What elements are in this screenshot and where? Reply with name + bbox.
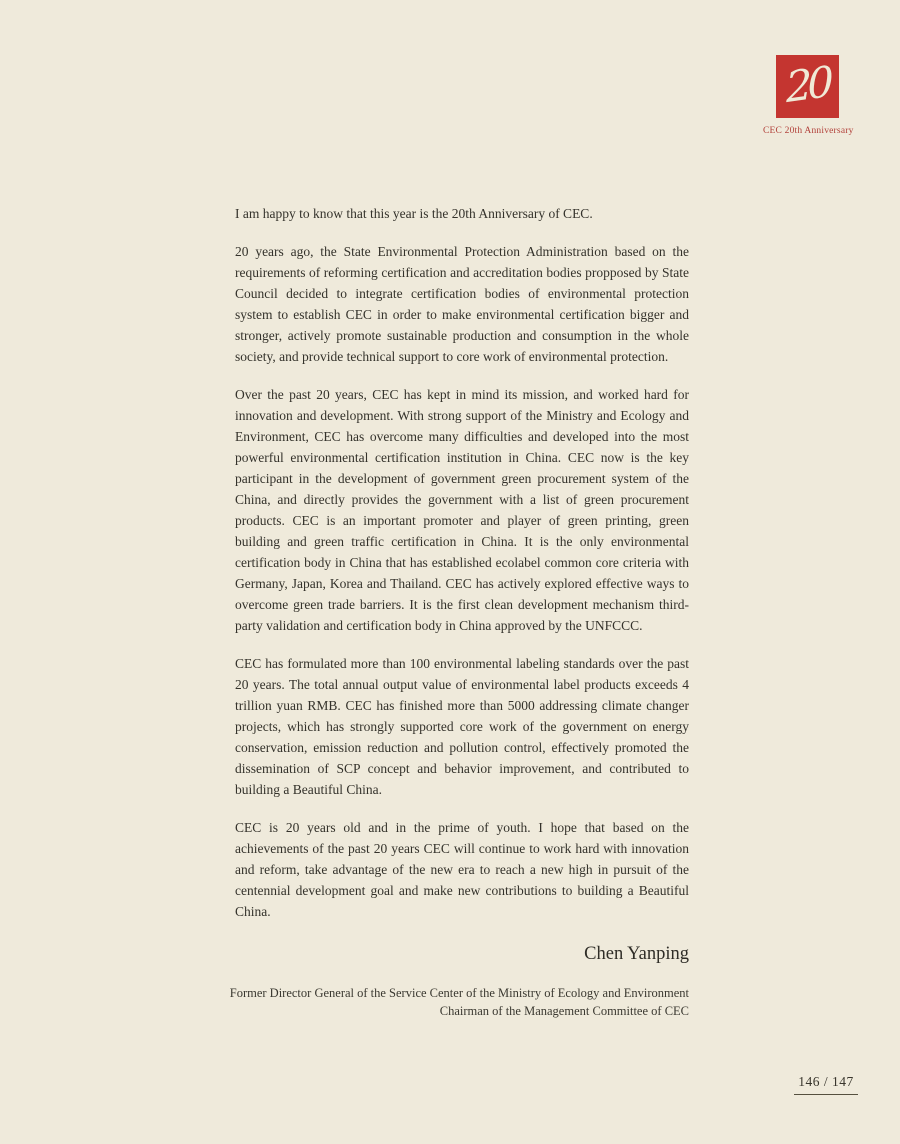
letter-paragraph-4: CEC has formulated more than 100 environmental labeling standards over the past 20 years. The total annual output value of environmental label products exceeds 4 trillion yuan RMB. CEC has finished more than 5000 addressing climate changer projects, which has strongly supported core work of the government on energy conservation, emission reduction and pollution control, effectively promoted the dissemination of SCP concept and behavior improvement, and contributed to building a Beautiful China. [235,656,689,797]
cec-anniversary-logo-block [763,55,854,136]
letter-body [235,203,689,922]
credential-line-2: Chairman of the Management Committee of CEC [439,1003,689,1018]
cec-20th-logo [776,55,839,118]
signature-name: Chen Yanping [584,944,689,964]
page-number-indicator: 146 / 147 [794,1074,858,1095]
credential-line-1: Former Director General of the Service Center of the Ministry of Ecology and Environment [229,986,689,1000]
letter-paragraph-2: 20 years ago, the State Environmental Protection Administration based on the requirements of reforming certification and accreditation bodies propposed by State Council decided to integrate certification bodies of environmental protection system to establish CEC in order to make environmental certification bigger and stronger, actively promote sustainable production and consumption in the whole society, and provide technical support to core work of environmental protection. [235,244,689,364]
letter-paragraph-3: Over the past 20 years, CEC has kept in mind its mission, and worked hard for innovation and development. With strong support of the Ministry and Ecology and Environment, CEC has overcome many difficulties and developed into the most powerful environmental certification institution in China. CEC now is the key participant in the development of government green procurement system of the China, and directly provides the government with a list of green procurement products. CEC is an important promoter and player of green printing, green building and green traffic certification in China. It is the only environmental certification body in China that has established ecolabel common core criteria with Germany, Japan, Korea and Thailand. CEC has actively explored effective ways to overcome green trade barriers. It is the first clean development mechanism third-party validation and certification body in China approved by the UNFCCC. [235,387,689,633]
letter-paragraph-5: CEC is 20 years old and in the prime of youth. I hope that based on the achievements of the past 20 years CEC will continue to work hard with innovation and reform, take advantage of the new era to reach a new high in pursuit of the centennial development goal and make new contributions to building a Beautiful China. [235,820,689,919]
logo-20-glyph-icon: 20 [784,56,830,113]
logo-caption: CEC 20th Anniversary [763,126,854,136]
signature-credentials [225,985,689,1020]
letter-paragraph-1: I am happy to know that this year is the 20th Anniversary of CEC. [235,206,593,221]
